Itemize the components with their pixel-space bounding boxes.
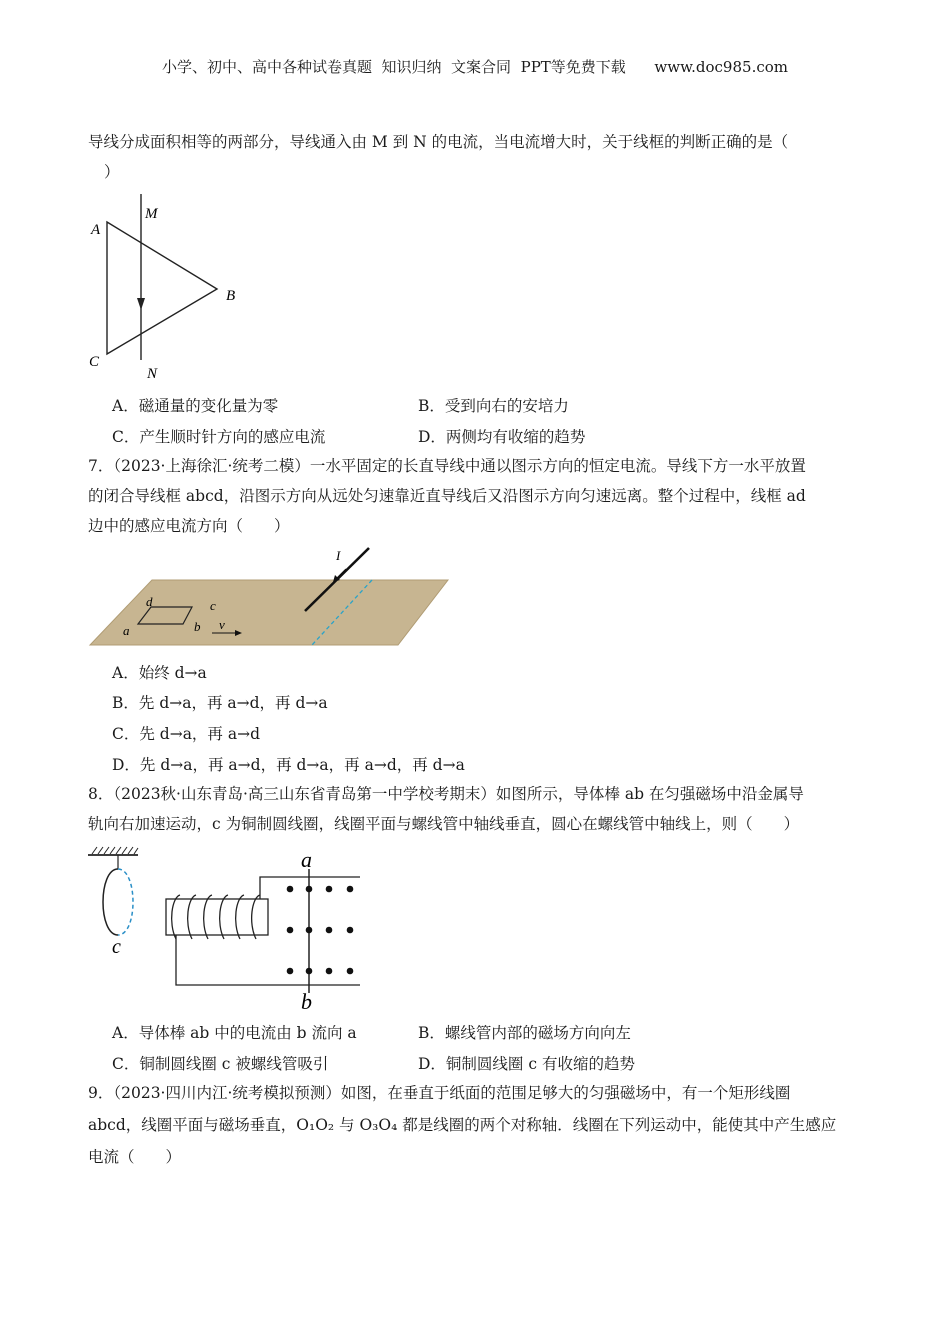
label-B: B [226, 288, 236, 304]
ceiling-hatch [92, 847, 138, 854]
label-c: c [210, 598, 216, 613]
label-d: d [146, 594, 153, 609]
q7-figure-plane-frame [86, 543, 456, 649]
label-A: A [91, 222, 101, 238]
q6-stem-line2: ） [104, 163, 120, 181]
q7-option-a: A．始终 d→a [112, 664, 207, 682]
page-header: 小学、初中、高中各种试卷真题 知识归纳 文案合同 PPT等免费下载 www.doc985.com [161, 58, 788, 76]
label-a: a [123, 623, 130, 638]
q7-option-c: C．先 d→a，再 a→d [112, 725, 261, 743]
q7-option-d: D．先 d→a，再 a→d，再 d→a，再 a→d，再 d→a [112, 756, 465, 774]
copper-ring-front [103, 869, 118, 935]
solenoid-coils [172, 895, 260, 939]
q8-option-d: D．铜制圆线圈 c 有收缩的趋势 [418, 1055, 635, 1073]
q6-option-a: A．磁通量的变化量为零 [112, 397, 279, 415]
q8-option-b: B．螺线管内部的磁场方向向左 [418, 1024, 631, 1042]
label-c: c [112, 936, 121, 958]
label-b: b [194, 619, 201, 634]
label-C: C [89, 354, 100, 370]
q6-option-b: B．受到向右的安培力 [418, 397, 569, 415]
horizontal-plane [90, 580, 448, 645]
label-M: M [145, 206, 158, 222]
q8-option-a: A．导体棒 ab 中的电流由 b 流向 a [112, 1024, 357, 1042]
q8-figure-solenoid-rails [88, 843, 378, 1011]
q6-figure-triangle-wire [85, 192, 260, 387]
label-b: b [301, 989, 312, 1011]
q8-stem-line2: 轨向右加速运动，c 为铜制圆线圈，线圈平面与螺线管中轴线垂直，圆心在螺线管中轴线上，则（ ） [88, 815, 800, 833]
q9-stem-line2: abcd，线圈平面与磁场垂直，O₁O₂ 与 O₃O₄ 都是线圈的两个对称轴．线圈在下列运动中，能使其中产生感应 [88, 1116, 837, 1134]
label-N: N [147, 366, 158, 382]
q8-stem-line1: 8．（2023秋·山东青岛·高三山东省青岛第一中学校考期末）如图所示，导体棒 ab 在匀强磁场中沿金属导 [88, 785, 804, 803]
label-v: v [219, 617, 225, 632]
q9-stem-line3: 电流（ ） [88, 1148, 182, 1166]
q7-option-b: B．先 d→a，再 a→d，再 d→a [112, 694, 328, 712]
q7-stem-line1: 7．（2023·上海徐汇·统考二模）一水平固定的长直导线中通以图示方向的恒定电流。导线下方一水平放置 [88, 457, 806, 475]
label-a: a [301, 847, 312, 872]
q7-stem-line3: 边中的感应电流方向（ ） [88, 517, 290, 535]
magnetic-field-dots [287, 886, 354, 975]
q6-stem-line1: 导线分成面积相等的两部分，导线通入由 M 到 N 的电流，当电流增大时，关于线框的判断正确的是（ [88, 133, 789, 151]
lower-rail [176, 935, 360, 985]
triangle-frame [107, 222, 217, 354]
copper-ring-back [118, 869, 133, 935]
current-arrow-icon [137, 298, 145, 310]
q7-stem-line2: 的闭合导线框 abcd，沿图示方向从远处匀速靠近直导线后又沿图示方向匀速远离。整个过程中，线框 ad [88, 487, 806, 505]
q6-option-d: D．两侧均有收缩的趋势 [418, 428, 586, 446]
q9-stem-line1: 9．（2023·四川内江·统考模拟预测）如图，在垂直于纸面的范围足够大的匀强磁场中，有一个矩形线圈 [88, 1084, 791, 1102]
q6-option-c: C．产生顺时针方向的感应电流 [112, 428, 326, 446]
q8-option-c: C．铜制圆线圈 c 被螺线管吸引 [112, 1055, 329, 1073]
label-I: I [336, 548, 341, 563]
